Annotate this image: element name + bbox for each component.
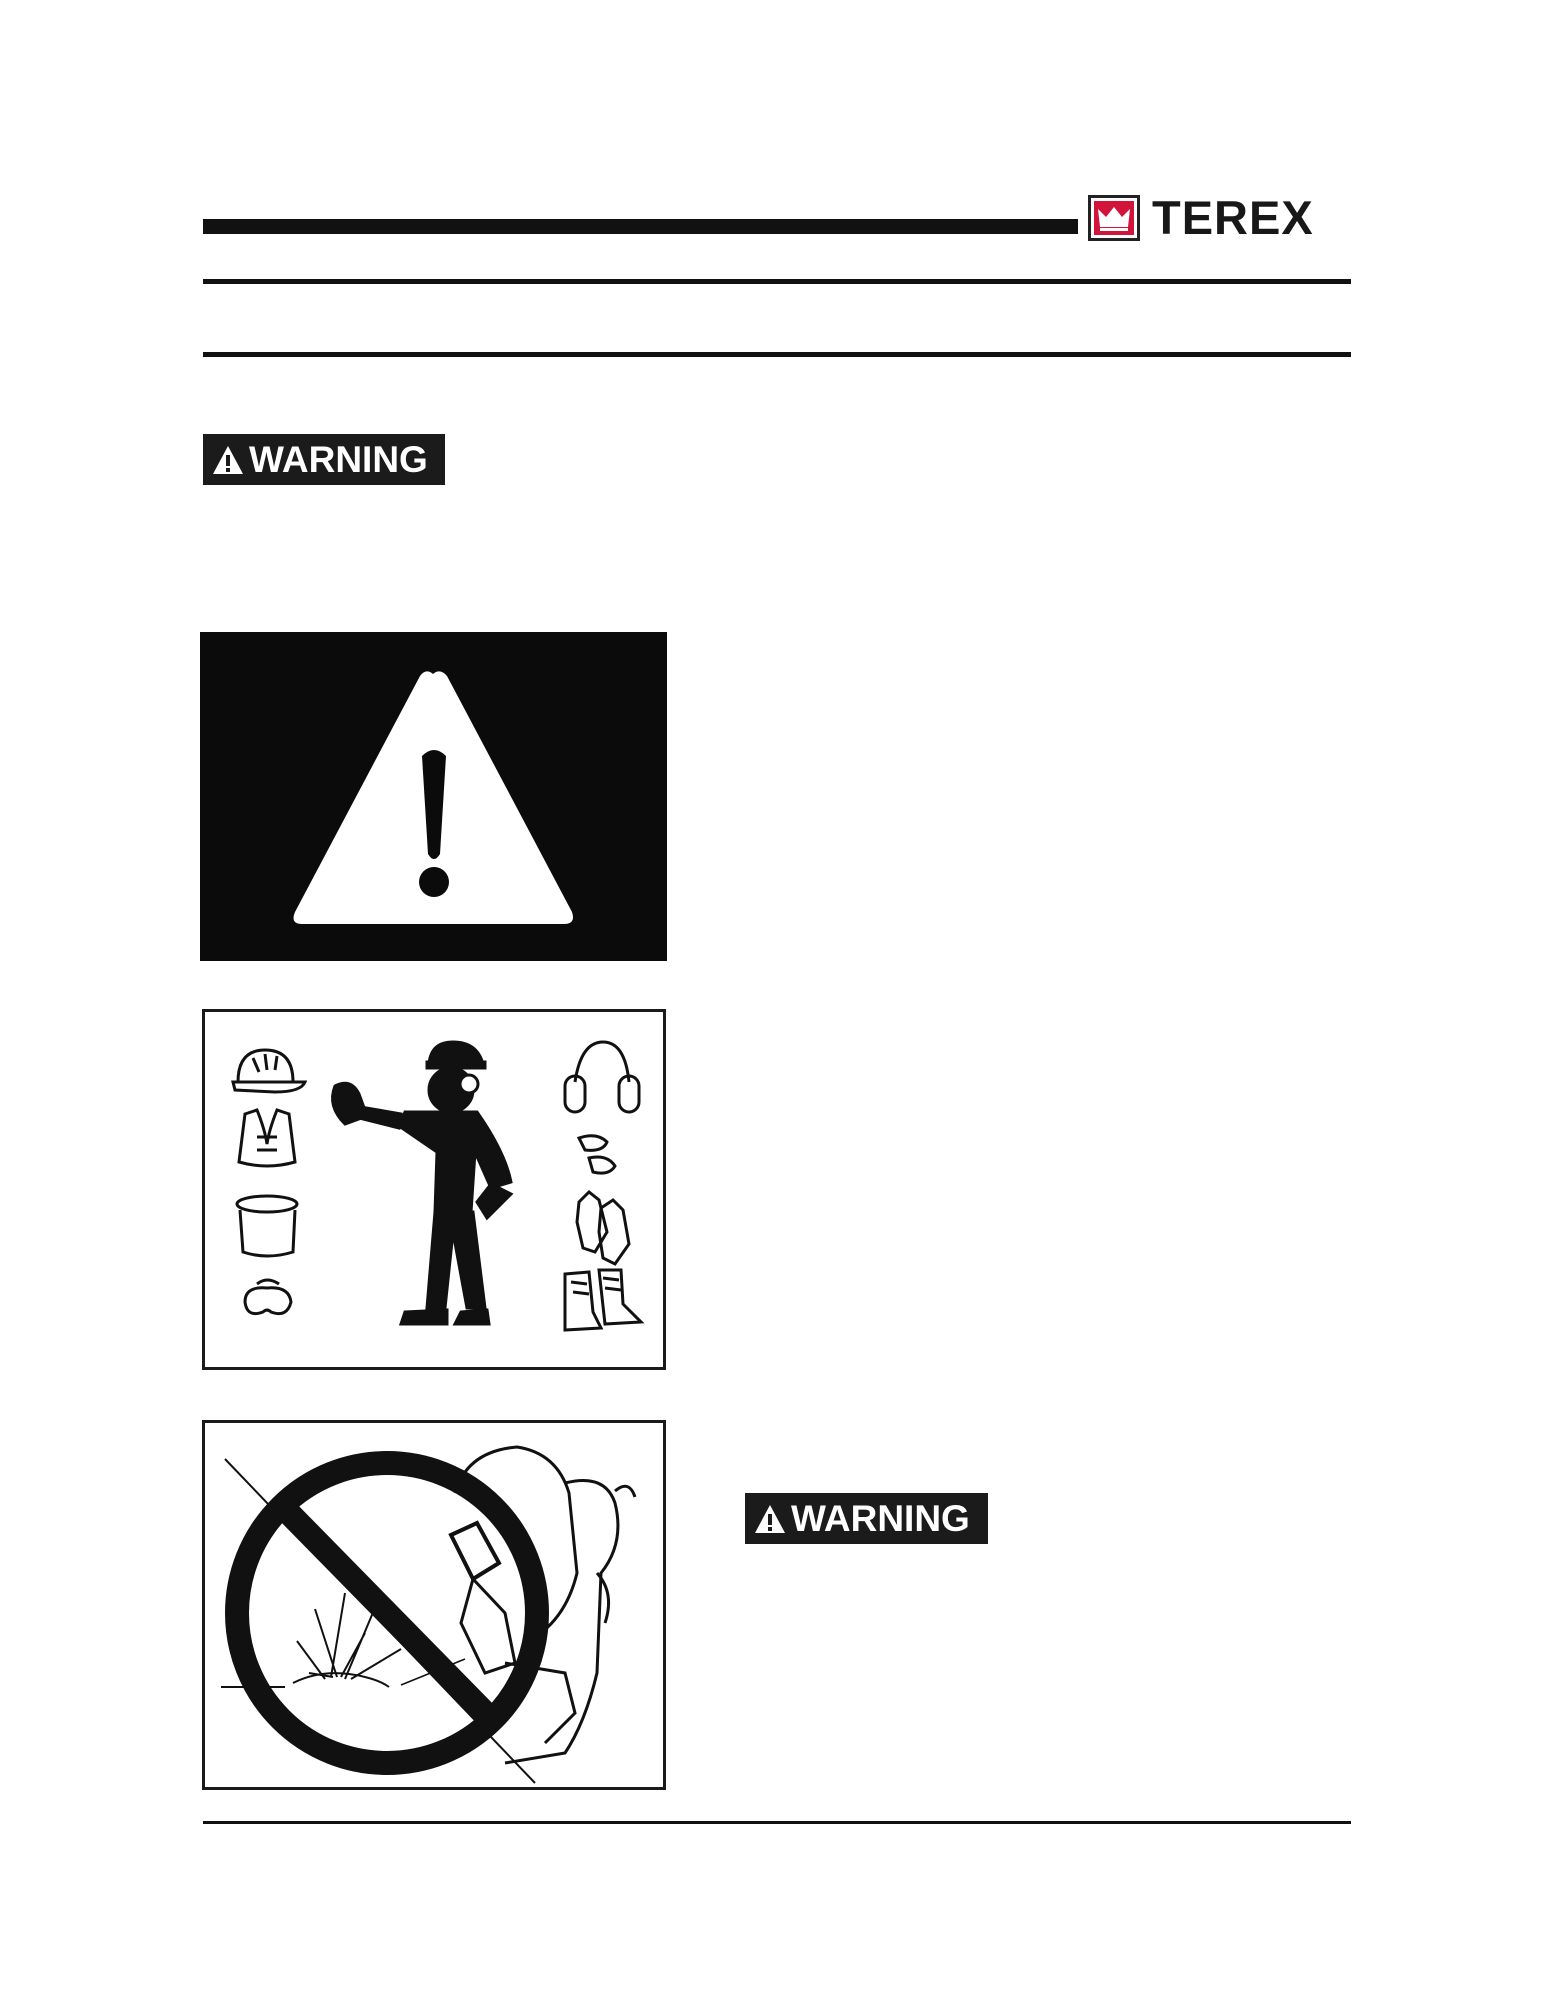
- footer-rule: [203, 1821, 1351, 1824]
- boots-icon: [565, 1270, 641, 1330]
- face-shield-icon: [237, 1196, 297, 1256]
- worker-figure-icon: [333, 1042, 511, 1324]
- terex-logo: [1088, 191, 1351, 245]
- safety-vest-icon: [239, 1110, 295, 1166]
- warning-badge: [203, 434, 445, 485]
- warning-triangle-icon: [753, 1503, 787, 1535]
- header-bar: [203, 219, 1078, 234]
- warning-badge-secondary: [745, 1493, 988, 1544]
- warning-label: WARNING: [791, 1497, 970, 1539]
- gloves-icon: [577, 1192, 629, 1264]
- section-rule-top: [203, 279, 1351, 284]
- exclamation-triangle-icon: [200, 632, 667, 961]
- hard-hat-icon: [233, 1050, 305, 1092]
- prohibition-sign-icon: [237, 1463, 537, 1763]
- earplugs-icon: [579, 1136, 615, 1173]
- terex-crown-icon: [1088, 195, 1140, 241]
- protective-equipment-panel: [202, 1009, 666, 1370]
- safety-alert-symbol: [200, 632, 667, 961]
- warning-triangle-icon: [211, 444, 245, 476]
- warning-label: WARNING: [249, 438, 428, 480]
- goggles-icon: [245, 1280, 291, 1314]
- earmuffs-icon: [565, 1042, 639, 1112]
- no-welding-icon: [205, 1423, 663, 1787]
- protective-equipment-icon: [205, 1012, 663, 1367]
- section-rule-bottom: [203, 352, 1351, 357]
- no-welding-panel: [202, 1420, 666, 1790]
- brand-name: TEREX: [1152, 191, 1314, 244]
